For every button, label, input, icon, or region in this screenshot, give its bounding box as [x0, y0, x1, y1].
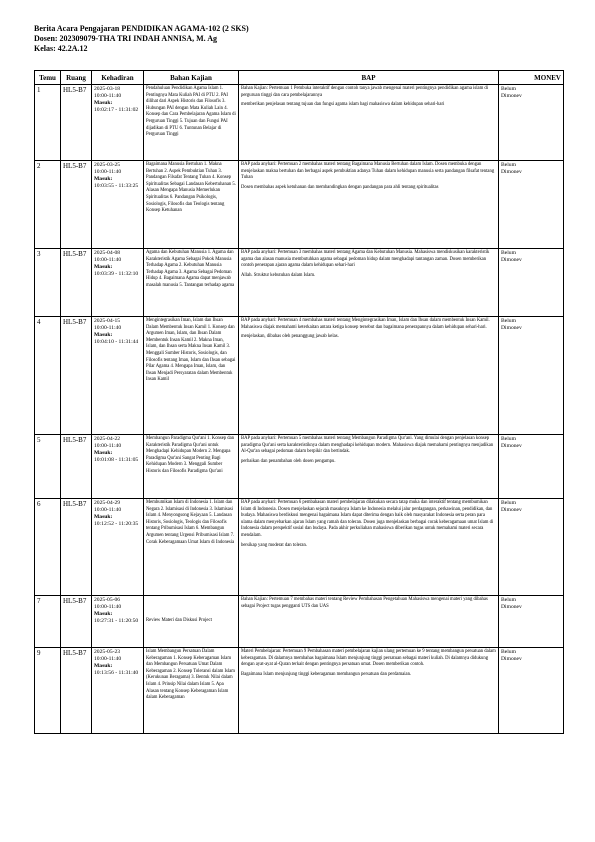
bap-paragraph: perbaikan dan penambahan oleh dosen pengampu.: [241, 458, 336, 464]
meeting-number: 9: [35, 648, 61, 734]
room-cell: HL5-B7: [61, 435, 92, 499]
monev-status: Belum: [501, 250, 516, 256]
bap-cell: [239, 596, 499, 648]
table-row: [35, 317, 564, 435]
bap-paragraph: BAP pada anyhari: Pertemuan 3 membahas materi tentang Agama dan Kebutuhan Manusia. Mahasiswa mendiskusikan karakteristik agama dan alasan manusia membutuhkan agama sebagai pedoman hidup dalam menghadapi tantangan zaman. Dosen memberikan contoh penerapan ajaran agama dalam kehidupan sehari-hari: [241, 250, 490, 269]
topic-cell: Islam Membangun Persatuan Dalam Keberagaman 1. Konsep Keberagaman Islam dan Membangun Persatuan Umat Dalam Keberagaman 2. Konsep Toleransi dalam Islam (Kerukunan Beragama) 3. Bentuk Nilai dalam Islam 4. Prinsip Nilai dalam Islam 5. Apa Alasan tentang Konsep Keberagaman Islam dalam Keberagaman: [144, 648, 239, 734]
meeting-number: 2: [35, 161, 61, 249]
monev-status: Dimonev: [501, 93, 522, 100]
attendance-cell: [92, 317, 144, 435]
monev-status: Belum: [501, 597, 516, 603]
masuk-time: 10:27:31 - 11:20:50: [94, 618, 139, 624]
col-header-bap: BAP: [239, 71, 499, 85]
attendance-time: 10:00-11:40: [94, 93, 122, 99]
attendance-cell: [92, 249, 144, 317]
topic-cell: Review Materi dan Diskusi Project: [144, 596, 239, 648]
room-cell: HL5-B7: [61, 249, 92, 317]
monev-status: Dimonev: [501, 656, 522, 663]
bap-cell: [239, 648, 499, 734]
bap-table: [34, 70, 564, 734]
bap-paragraph: Bahan Kajian: Pertemuan 1 Pembuka interaktif dengan contoh tanya jawab mengenai materi pentingnya pendidikan agama islam di perguruan tinggi dan cara pembelajarannya: [241, 86, 489, 98]
monev-cell: [499, 435, 564, 499]
monev-status: Belum: [501, 500, 516, 506]
bap-paragraph: Materi Pembelajaran: Pertemuan 9 Pembahasan materi pembelajaran kajian ulang pertemuan ke 9 tentang membangun persatuan dalam keberagaman. Di dalamnya membahas bagaimana Islam menjunjung tinggi persatuan sebagai materi kuliah. Di dalamnya didukung dengan ayat-ayat al-Quran terkait dengan pentingnya persatuan umat. Dosen memberikan contoh.: [241, 649, 496, 668]
meeting-number: 3: [35, 249, 61, 317]
attendance-time: 10:00-11:40: [94, 443, 122, 449]
meeting-number: 4: [35, 317, 61, 435]
attendance-date: 2025-04-08: [94, 250, 121, 256]
masuk-label: Masuk:: [94, 450, 113, 456]
lecturer-line: Dosen: 202309079-THA TRI INDAH ANNISA, M. Ag: [34, 34, 217, 43]
col-header-temu: Temu: [35, 71, 61, 85]
meeting-number: 7: [35, 596, 61, 648]
monev-cell: [499, 317, 564, 435]
monev-cell: [499, 596, 564, 648]
room-cell: HL5-B7: [61, 85, 92, 161]
course-title: Berita Acara Pengajaran PENDIDIKAN AGAMA-102 (2 SKS): [34, 24, 249, 33]
col-header-bahan-kajian: Bahan Kajian: [144, 71, 239, 85]
monev-status: Belum: [501, 436, 516, 442]
monev-status: Belum: [501, 649, 516, 655]
topic-cell: Membangun Paradigma Qur'ani 1. Konsep dan Karakteristik Paradigma Qur'ani untuk Menghadapi Kehidupan Modern 2. Mengapa Paradigma Qur'ani Sangat Penting Bagi Kehidupan Modern 3. Menggali Sumber Historis dan Filosofis Paradigma Qur'ani: [144, 435, 239, 499]
monev-status: Dimonev: [501, 325, 522, 332]
bap-cell: [239, 499, 499, 596]
topic-cell: Bagaimana Manusia Bertuhan 1. Makna Bertuhan 2. Aspek Pembuktian Tuhan 3. Pandangan Filsafat Tentang Tuhan 4. Konsep Spiritualitas Sebagai Landasan Kebertuhanan 5. Alasan Mengapa Manusia Memerlukan Spiritualitas 6. Pandangan Psikologis, Sosiologis, Filosofis dan Teologis tentang Konsep Ketuhanan: [144, 161, 239, 249]
attendance-date: 2025-03-25: [94, 162, 121, 168]
attendance-cell: [92, 435, 144, 499]
bap-paragraph: menjelaskan, dibahas oleh penanggung jawab kelas.: [241, 334, 339, 340]
masuk-label: Masuk:: [94, 100, 113, 106]
masuk-label: Masuk:: [94, 176, 113, 182]
class-line: Kelas: 42.2A.12: [34, 44, 88, 53]
meeting-number: 5: [35, 435, 61, 499]
masuk-label: Masuk:: [94, 264, 113, 270]
document-header: [34, 24, 249, 54]
attendance-time: 10:00-11:40: [94, 656, 122, 662]
attendance-time: 10:00-11:40: [94, 257, 122, 263]
monev-status: Belum: [501, 86, 516, 92]
masuk-label: Masuk:: [94, 611, 113, 617]
masuk-label: Masuk:: [94, 332, 113, 338]
bap-cell: [239, 161, 499, 249]
attendance-cell: [92, 85, 144, 161]
attendance-cell: [92, 161, 144, 249]
bap-paragraph: bersikap yang moderat dan toleran.: [241, 542, 307, 548]
masuk-label: Masuk:: [94, 514, 113, 520]
bap-cell: [239, 317, 499, 435]
bap-paragraph: memberikan penjelasan tentang tujuan dan fungsi agama islam bagi mahasiswa dalam kehidupan sehari-hari: [241, 102, 445, 108]
table-row: [35, 161, 564, 249]
topic-cell: Agama dan Kebutuhan Manusia 1. Agama dan Karakteristik Agama Sebagai Pokok Manusia Terhadap Agama 2. Kebutuhan Manusia Terhadap Agama 3. Agama Sebagai Pedoman Hidup 4. Bagaimana Agama dapat menjawab masalah manusia 5. Tantangan terhadap agama: [144, 249, 239, 317]
bap-paragraph: BAP pada anyhari: Pertemuan 4 membahas materi tentang Mengintegrasikan Iman, Islam dan Ihsan dalam membentuk Insan Kamil. Mahasiswa diajak memahami keterkaitan antara ketiga konsep tersebut dan bagaimana penerapannya dalam kehidupan sehari-hari.: [241, 318, 490, 330]
monev-status: Dimonev: [501, 169, 522, 176]
room-cell: HL5-B7: [61, 499, 92, 596]
attendance-date: 2025-05-06: [94, 597, 121, 603]
attendance-time: 10:00-11:40: [94, 169, 122, 175]
bap-paragraph: BAP pada anyhari: Pertemuan 2 membahas materi tentang Bagaimana Manusia Bertuhan dalam Islam. Dosen membuka dengan menjelaskan makna bertuhan dan berbagai aspek pembuktian adanya Tuhan dalam kehidupan manusia serta pandangan filsafat tentang Tuhan: [241, 162, 495, 181]
bap-paragraph: BAP pada anyhari: Pertemuan 6 pembahasan materi pembelajaran dilakukan secara tatap muka dan interaktif tentang membumikan Islam di Indonesia. Dosen menjelaskan sejarah masuknya Islam ke Indonesia melalui jalur perdagangan, perkawinan, pendidikan, dan budaya. Mahasiswa berdiskusi mengenai bagaimana Islam dapat diterima dengan baik oleh masyarakat Indonesia serta peran para ulama dalam menyebarkan ajaran Islam yang ramah dan toleran. Dosen juga menjelaskan berbagai corak keberagamaan umat Islam di Indonesia dalam perspektif sosial dan budaya. Pada akhir perkuliahan mahasiswa diberikan tugas untuk memahami materi secara mendalam.: [241, 500, 494, 538]
table-row: [35, 249, 564, 317]
topic-cell: Mengintegrasikan Iman, Islam dan Ihsan Dalam Membentuk Insan Kamil 1. Konsep dan Argumen Iman, Islam, dan Ihsan Dalam Membentuk Insan Kamil 2. Makna Iman, Islam, dan Ihsan serta Makna Insan Kamil 3. Menggali Sumber Historis, Sosiologis, dan Filosofis tentang Iman, Islam dan Ihsan sebagai Pilar Agama 4. Mengapa Iman, Islam, dan Ihsan Menjadi Persyaratan dalam Membentuk Insan Kamil: [144, 317, 239, 435]
attendance-cell: [92, 648, 144, 734]
attendance-date: 2025-04-15: [94, 318, 121, 324]
room-cell: HL5-B7: [61, 596, 92, 648]
attendance-date: 2025-03-18: [94, 86, 121, 92]
masuk-time: 10:12:52 - 11:20:35: [94, 521, 139, 527]
col-header-ruang: Ruang: [61, 71, 92, 85]
attendance-date: 2025-05-23: [94, 649, 121, 655]
monev-cell: [499, 499, 564, 596]
col-header-monev: MONEV: [499, 71, 564, 85]
topic-cell: Pendahuluan Pendidikan Agama Islam 1. Pentingnya Mata Kuliah PAI di PTU 2. PAI dilihat dari Aspek Historis dan Filosofis 3. Hubungan PAI dengan Mata Kuliah Lain 4. Konsep dan Cara Pembelajaran Agama Islam di Perguruan Tinggi 5. Tujuan dan Fungsi PAI dijadikan di PTU 6. Tuntunan Belajar di Perguruan Tinggi: [144, 85, 239, 161]
bap-cell: [239, 435, 499, 499]
room-cell: HL5-B7: [61, 161, 92, 249]
table-header-row: [35, 71, 564, 85]
masuk-label: Masuk:: [94, 663, 113, 669]
masuk-time: 10:01:08 - 11:31:05: [94, 457, 139, 463]
monev-status: Belum: [501, 162, 516, 168]
monev-cell: [499, 85, 564, 161]
table-row: [35, 596, 564, 648]
table-row: [35, 499, 564, 596]
bap-cell: [239, 249, 499, 317]
col-header-kehadiran: Kehadiran: [92, 71, 144, 85]
table-row: [35, 648, 564, 734]
bap-cell: [239, 85, 499, 161]
attendance-time: 10:00-11:40: [94, 604, 122, 610]
monev-status: Dimonev: [501, 257, 522, 264]
topic-cell: Membumikan Islam di Indonesia 1. Islam dan Negara 2. Islamisasi di Indonesia 3. Islamisasi Islam 4. Menyongsong Kejayaan 5. Landasan Historis, Sosiologis, Teologis dan Filosofis tentang Pribumisasi Islam 6. Membangun Argumen tentang Urgensi Pribumisasi Islam 7. Corak Keberagamaan Umat Islam di Indonesia: [144, 499, 239, 596]
monev-status: Dimonev: [501, 604, 522, 611]
monev-cell: [499, 249, 564, 317]
monev-status: Dimonev: [501, 443, 522, 450]
masuk-time: 10:03:39 - 11:32:10: [94, 271, 139, 277]
bap-paragraph: Allah. Struktur kebutuhan dalam Islam.: [241, 272, 316, 278]
bap-paragraph: BAP pada anyhari: Pertemuan 5 membahas materi tentang Membangun Paradigma Qur'ani. Yang dimulai dengan penjelasan konsep paradigma Qur'ani serta karakteristiknya dalam menghadapi kehidupan modern. Mahasiswa diajak memahami pentingnya menjadikan Al-Qur'an sebagai pedoman dalam berpikir dan bertindak.: [241, 436, 494, 455]
table-row: [35, 85, 564, 161]
meeting-number: 1: [35, 85, 61, 161]
masuk-time: 10:04:10 - 11:31:44: [94, 339, 139, 345]
table-row: [35, 435, 564, 499]
masuk-time: 10:13:56 - 11:31:40: [94, 670, 139, 676]
masuk-time: 10:02:17 - 11:31:02: [94, 107, 139, 113]
monev-cell: [499, 161, 564, 249]
attendance-date: 2025-04-22: [94, 436, 121, 442]
bap-paragraph: Bagaimana Islam menjunjung tinggi keberagaman membangun persatuan dan perdamaian.: [241, 671, 412, 677]
room-cell: HL5-B7: [61, 648, 92, 734]
attendance-cell: [92, 499, 144, 596]
room-cell: HL5-B7: [61, 317, 92, 435]
monev-cell: [499, 648, 564, 734]
attendance-date: 2025-04-29: [94, 500, 121, 506]
meeting-number: 6: [35, 499, 61, 596]
attendance-cell: [92, 596, 144, 648]
bap-paragraph: Bahan Kajian: Pertemuan 7 membahas materi tentang Review Pembahasan Pengetahuan Mahasiswa mengenai materi yang dibahas sebagai Project tugas pengganti UTS dan UAS: [241, 597, 488, 609]
attendance-time: 10:00-11:40: [94, 507, 122, 513]
monev-status: Dimonev: [501, 507, 522, 514]
attendance-time: 10:00-11:40: [94, 325, 122, 331]
monev-status: Belum: [501, 318, 516, 324]
masuk-time: 10:03:55 - 11:33:25: [94, 183, 139, 189]
bap-paragraph: Dosen membahas aspek ketuhanan dan membandingkan dengan pandangan para ahli tentang spiritualitas: [241, 184, 439, 190]
